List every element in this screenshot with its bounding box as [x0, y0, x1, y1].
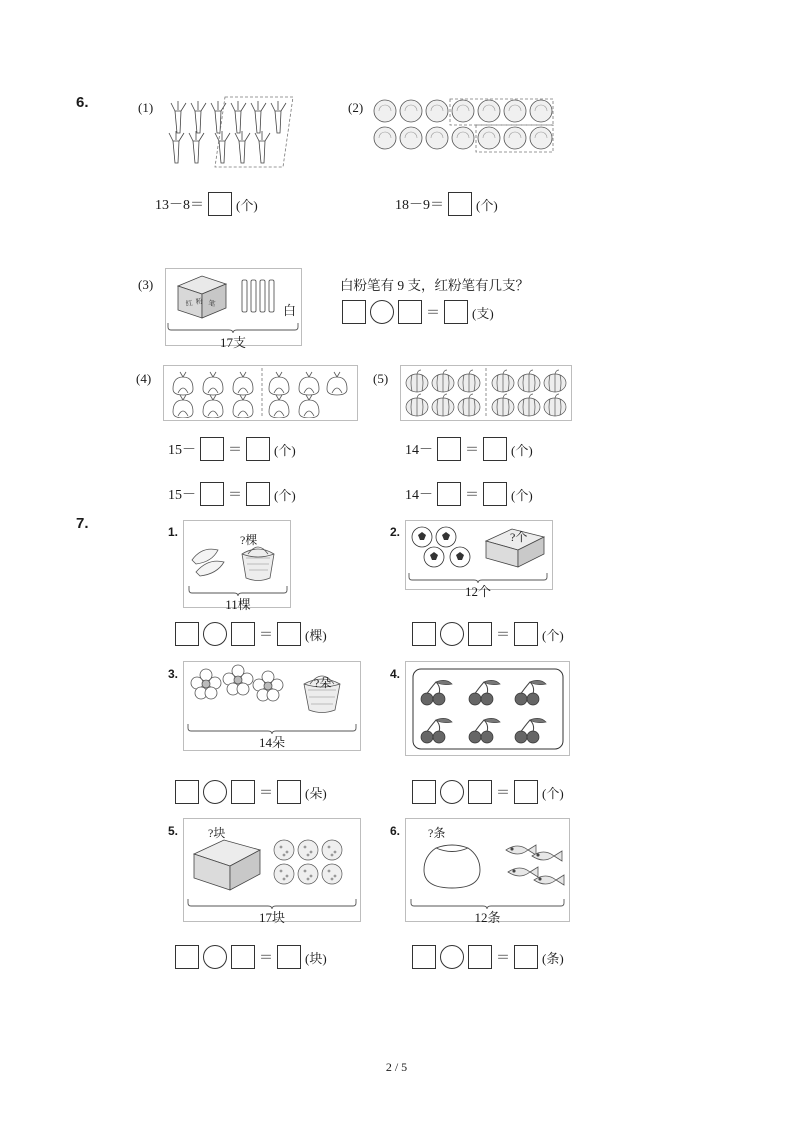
answer-box[interactable] — [342, 300, 366, 324]
equation-unit: (个) — [274, 442, 296, 458]
equals-sign: ＝ — [259, 786, 273, 801]
equation-7-1 — [175, 622, 327, 646]
equation-unit: (个) — [542, 785, 564, 801]
equals-sign: ＝ — [496, 628, 510, 643]
answer-box[interactable] — [277, 622, 301, 646]
item-7-2-label: 2. — [390, 525, 401, 539]
equation-6-2-unit: (个) — [476, 197, 498, 213]
subitem-3-label: (3) — [138, 277, 154, 292]
page-footer: 2 / 5 — [385, 1060, 408, 1074]
equation-unit: (块) — [305, 950, 327, 966]
equation-6-3-unit: (支) — [472, 305, 494, 321]
equals-sign: ＝ — [496, 786, 510, 801]
equals-sign: ＝ — [228, 443, 242, 458]
subitem-2-label: (2) — [348, 100, 364, 115]
equals-sign: ＝ — [259, 628, 273, 643]
equals-sign: ＝ — [496, 951, 510, 966]
answer-box[interactable] — [483, 437, 507, 461]
equals-sign: ＝ — [465, 443, 479, 458]
item-7-5-label: 5. — [168, 824, 179, 838]
equals-sign: ＝ — [259, 951, 273, 966]
answer-box[interactable] — [514, 780, 538, 804]
item-7-3-label: 3. — [168, 667, 179, 681]
brace-label-12ge: 12个 — [464, 584, 491, 599]
item-7-1-label: 1. — [168, 525, 179, 539]
pumpkins-picture — [403, 368, 569, 418]
subitem-5-label: (5) — [373, 371, 389, 386]
operator-circle[interactable] — [370, 300, 394, 324]
equation-unit: (个) — [542, 627, 564, 643]
hidden-label-7-5: ?块 — [208, 826, 226, 840]
equation-6-1-unit: (个) — [236, 197, 258, 213]
answer-box[interactable] — [175, 945, 199, 969]
svg-text:粉: 粉 — [195, 297, 204, 306]
answer-box[interactable] — [175, 780, 199, 804]
answer-box[interactable] — [514, 945, 538, 969]
hidden-label-7-6: ?条 — [428, 826, 446, 840]
answer-box[interactable] — [398, 300, 422, 324]
equation-6-4b — [168, 482, 296, 506]
cherries-picture — [412, 668, 564, 750]
corn-and-basket-picture — [186, 524, 288, 584]
equation-6-2 — [395, 192, 498, 216]
answer-box[interactable] — [514, 622, 538, 646]
footballs-and-box-picture — [408, 523, 550, 575]
exercise-6-number: 6. — [76, 94, 89, 111]
equation-6-1-left: 13－8＝ — [155, 198, 204, 213]
equation-unit: (个) — [511, 442, 533, 458]
equation-left: 14－ — [405, 488, 433, 503]
equation-7-4 — [412, 780, 564, 804]
equation-6-5b — [405, 482, 533, 506]
subitem-4-label: (4) — [136, 371, 152, 386]
operator-circle[interactable] — [203, 780, 227, 804]
equation-6-4a — [168, 437, 296, 461]
operator-circle[interactable] — [440, 780, 464, 804]
brace-label-17kuai: 17块 — [258, 910, 285, 925]
question-text-3: 白粉笔有 9 支，红粉笔有几支？ — [340, 278, 529, 293]
carrots-picture — [165, 95, 295, 170]
answer-box[interactable] — [246, 437, 270, 461]
answer-box[interactable] — [412, 622, 436, 646]
operator-circle[interactable] — [203, 945, 227, 969]
equation-unit: (条) — [542, 950, 564, 966]
item-7-6-label: 6. — [390, 824, 401, 838]
chalk-box-and-sticks-picture — [172, 272, 296, 324]
answer-box[interactable] — [231, 780, 255, 804]
box-and-cakes-picture — [188, 836, 358, 898]
answer-box[interactable] — [200, 482, 224, 506]
answer-box[interactable] — [468, 945, 492, 969]
equation-unit: (个) — [274, 487, 296, 503]
svg-text:红: 红 — [185, 299, 194, 308]
equation-left: 15－ — [168, 443, 196, 458]
equation-7-3 — [175, 780, 327, 804]
subitem-1-label: (1) — [138, 100, 154, 115]
equation-7-2 — [412, 622, 564, 646]
answer-box[interactable] — [277, 780, 301, 804]
operator-circle[interactable] — [440, 945, 464, 969]
equation-6-2-left: 18－9＝ — [395, 198, 444, 213]
hidden-label-7-3: ?朵 — [314, 676, 332, 690]
answer-box[interactable] — [246, 482, 270, 506]
equation-left: 14－ — [405, 443, 433, 458]
hidden-label-7-1: ?棵 — [240, 533, 258, 547]
brace-label-14duo: 14朵 — [258, 735, 285, 750]
equals-sign: ＝ — [426, 306, 440, 321]
answer-box[interactable] — [437, 482, 461, 506]
equation-unit: (棵) — [305, 627, 327, 643]
operator-circle[interactable] — [203, 622, 227, 646]
answer-box[interactable] — [437, 437, 461, 461]
buns-picture — [372, 98, 554, 154]
flowers-and-basket-picture — [186, 664, 358, 722]
answer-box[interactable] — [231, 945, 255, 969]
answer-box[interactable] — [448, 192, 472, 216]
hidden-label-7-2: ?个 — [510, 530, 528, 544]
answer-box[interactable] — [468, 780, 492, 804]
equals-sign: ＝ — [465, 488, 479, 503]
svg-text:笔: 笔 — [207, 299, 216, 309]
answer-box[interactable] — [208, 192, 232, 216]
answer-box[interactable] — [231, 622, 255, 646]
answer-box[interactable] — [444, 300, 468, 324]
equation-6-1 — [155, 192, 258, 216]
answer-box[interactable] — [277, 945, 301, 969]
item-7-4-label: 4. — [390, 667, 401, 681]
answer-box[interactable] — [468, 622, 492, 646]
equation-unit: (朵) — [305, 785, 327, 801]
equation-6-3 — [342, 300, 494, 324]
answer-box[interactable] — [412, 945, 436, 969]
equation-6-5a — [405, 437, 533, 461]
equation-unit: (个) — [511, 487, 533, 503]
equation-7-6 — [412, 945, 564, 969]
brace-label-11ke: 11棵 — [225, 597, 251, 612]
exercise-7-number: 7. — [76, 515, 89, 532]
equals-sign: ＝ — [228, 488, 242, 503]
answer-box[interactable] — [412, 780, 436, 804]
white-chalk-label: 白 — [283, 303, 297, 318]
operator-circle[interactable] — [440, 622, 464, 646]
answer-box[interactable] — [483, 482, 507, 506]
brace-label-12tiao: 12条 — [474, 910, 501, 925]
brace-label-17zhi: 17支 — [219, 335, 246, 350]
answer-box[interactable] — [175, 622, 199, 646]
equation-left: 15－ — [168, 488, 196, 503]
answer-box[interactable] — [200, 437, 224, 461]
garlic-picture — [167, 368, 355, 418]
equation-7-5 — [175, 945, 327, 969]
jar-and-fish-picture — [410, 838, 568, 896]
